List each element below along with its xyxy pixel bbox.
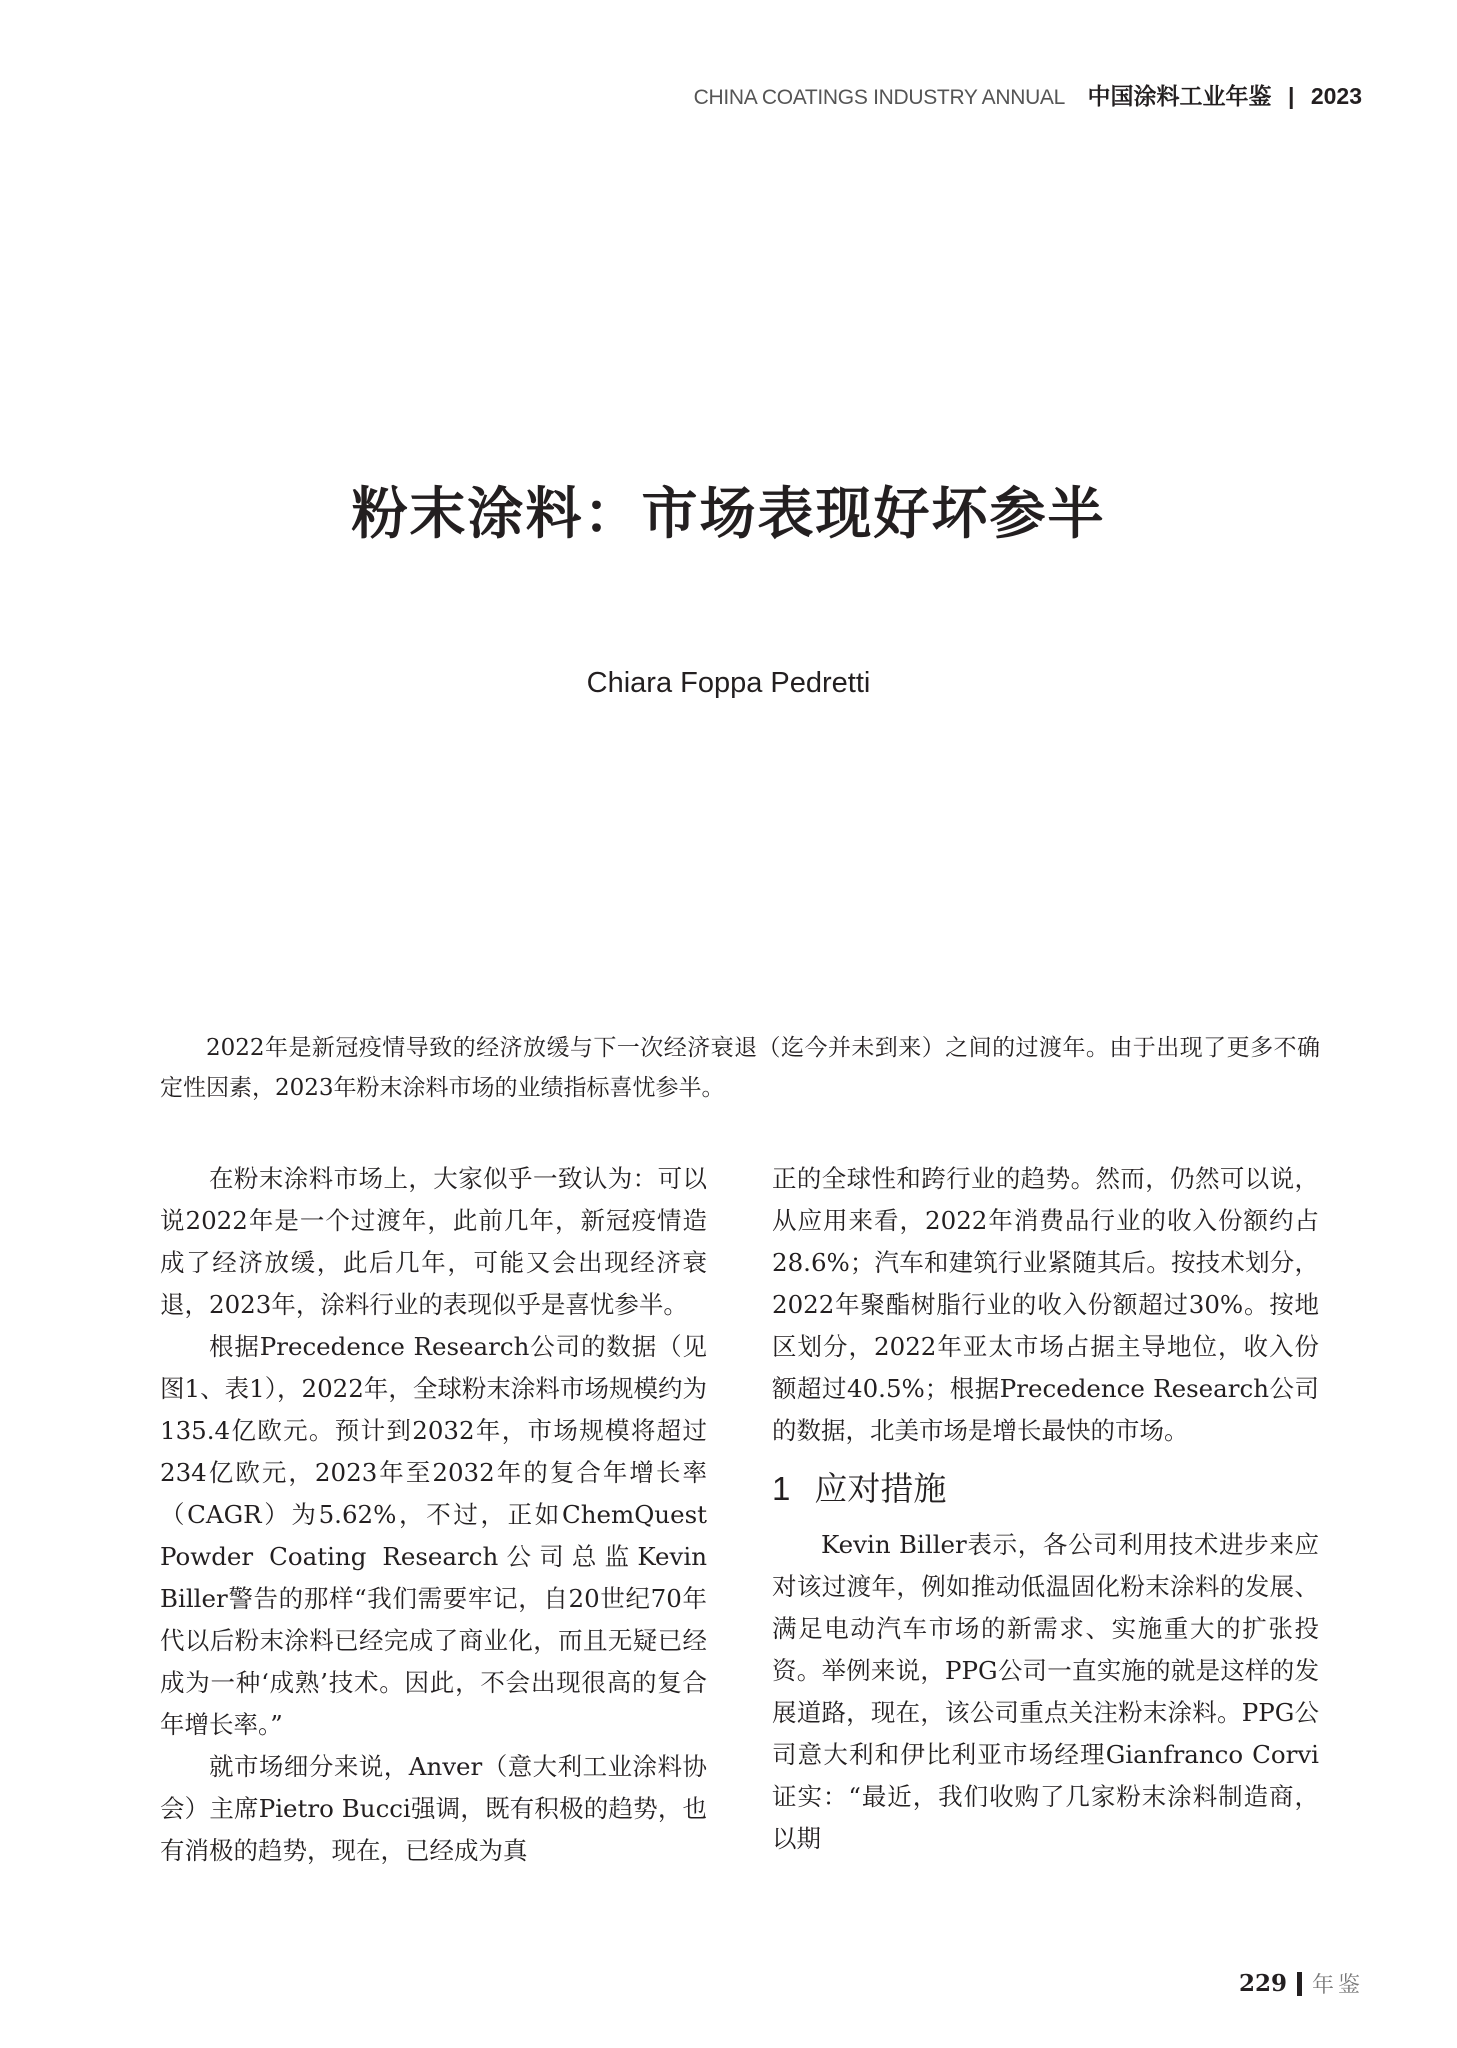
left-column bbox=[160, 1158, 707, 1872]
body-paragraph: 在粉末涂料市场上，大家似乎一致认为：可以说2022年是一个过渡年，此前几年，新冠疫情造成了经济放缓，此后几年，可能又会出现经济衰退，2023年，涂料行业的表现似乎是喜忧参半。 bbox=[160, 1164, 707, 1319]
header-separator: | bbox=[1287, 83, 1295, 109]
header-year: 2023 bbox=[1310, 83, 1362, 109]
section-number: 1 bbox=[772, 1470, 791, 1507]
section-title: 应对措施 bbox=[814, 1470, 947, 1507]
footer-divider-bar bbox=[1297, 1972, 1302, 1996]
right-column bbox=[772, 1158, 1319, 1860]
footer-label: 年鉴 bbox=[1311, 1973, 1364, 1998]
article-title: 粉末涂料：市场表现好坏参半 bbox=[351, 481, 1106, 547]
page-number: 229 bbox=[1238, 1970, 1287, 1997]
body-paragraph: 根据Precedence Research公司的数据（见图1、表1），2022年，全球粉末涂料市场规模约为135.4亿欧元。预计到2032年，市场规模将超过234亿欧元，2023年至2032年的复合年增长率（CAGR）为5.62%，不过，正如ChemQuest Powder Coating Research公司总监Kevin Biller警告的那样“我们需要牢记，自20世纪70年代以后粉末涂料已经完成了商业化，而且无疑已经成为一种‘成熟’技术。因此，不会出现很高的复合年增长率。” bbox=[160, 1332, 707, 1739]
header-english-title: CHINA COATINGS INDUSTRY ANNUAL bbox=[693, 86, 1066, 109]
section-heading bbox=[772, 1464, 1319, 1514]
running-header bbox=[694, 78, 1362, 111]
body-paragraph: 就市场细分来说，Anver（意大利工业涂料协会）主席Pietro Bucci强调，既有积极的趋势，也有消极的趋势，现在，已经成为真 bbox=[160, 1752, 707, 1865]
body-paragraph-continued: 正的全球性和跨行业的趋势。然而，仍然可以说，从应用来看，2022年消费品行业的收入份额约占28.6%；汽车和建筑行业紧随其后。按技术划分，2022年聚酯树脂行业的收入份额超过30%。按地区划分，2022年亚太市场占据主导地位，收入份额超过40.5%；根据Precedence Research公司的数据，北美市场是增长最快的市场。 bbox=[772, 1164, 1319, 1445]
article-abstract: 2022年是新冠疫情导致的经济放缓与下一次经济衰退（迄今并未到来）之间的过渡年。由于出现了更多不确定性因素，2023年粉末涂料市场的业绩指标喜忧参半。 bbox=[160, 1035, 1320, 1101]
article-author: Chiara Foppa Pedretti bbox=[586, 667, 871, 699]
page-footer bbox=[1239, 1968, 1364, 1999]
body-paragraph: Kevin Biller表示，各公司利用技术进步来应对该过渡年，例如推动低温固化粉末涂料的发展、满足电动汽车市场的新需求、实施重大的扩张投资。举例来说，PPG公司一直实施的就是这样的发展道路，现在，该公司重点关注粉末涂料。PPG公司意大利和伊比利亚市场经理Gianfranco Corvi证实：“最近，我们收购了几家粉末涂料制造商，以期 bbox=[772, 1530, 1319, 1853]
header-chinese-title: 中国涂料工业年鉴 bbox=[1087, 83, 1272, 109]
